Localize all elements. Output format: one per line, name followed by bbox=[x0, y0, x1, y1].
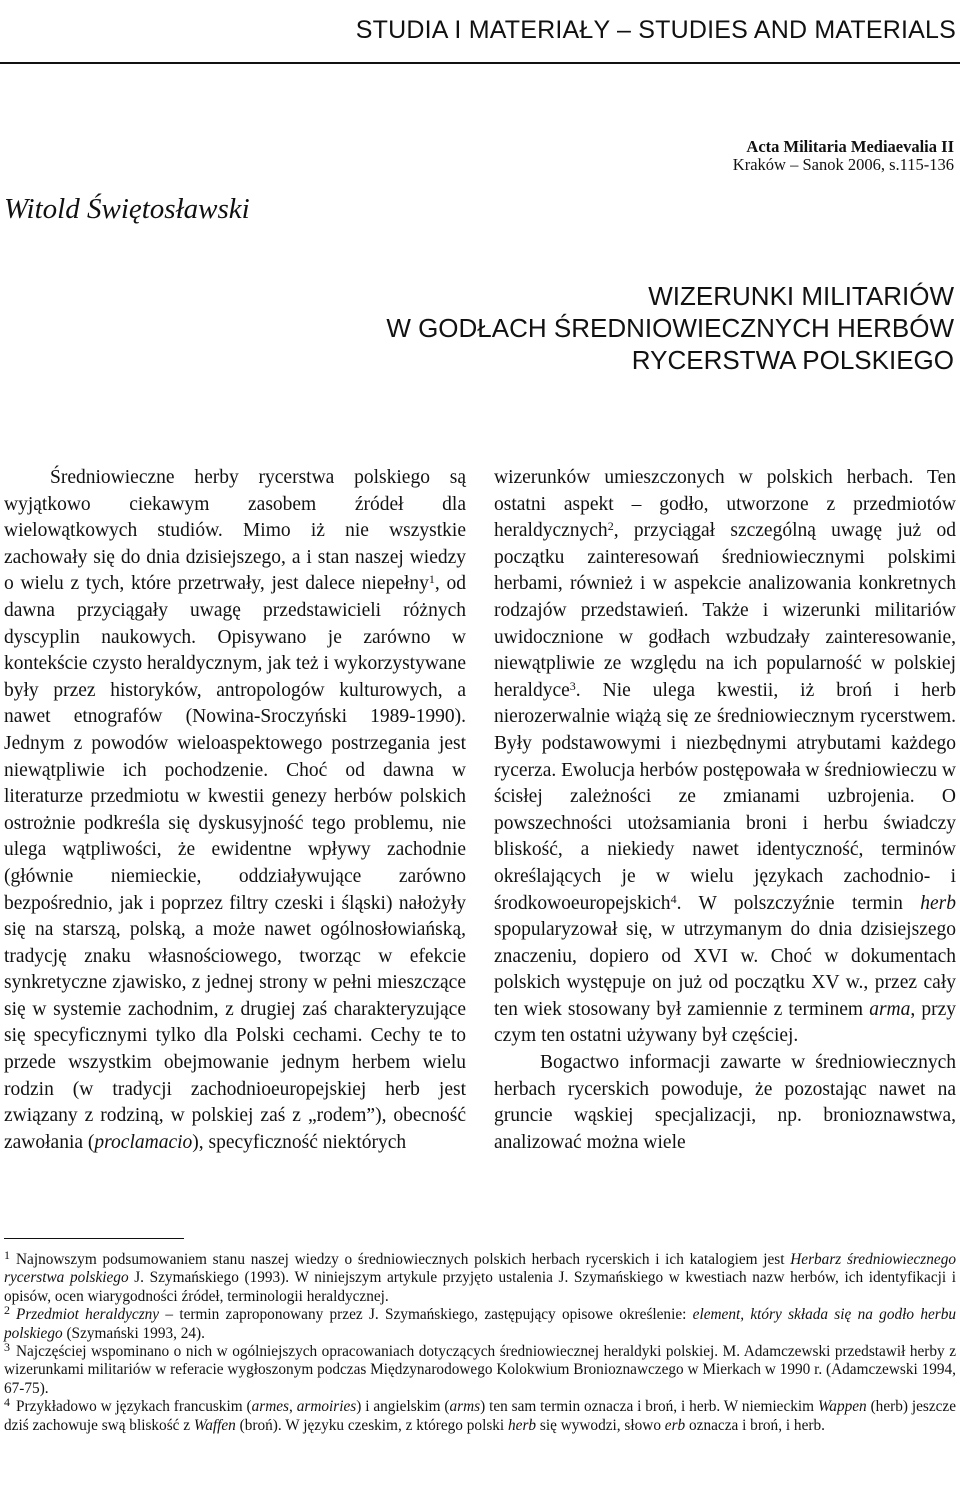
header-divider bbox=[0, 62, 960, 64]
footnote: $^2$ Przedmiot heraldyczny – termin zaproponowany przez J. Szymańskiego, zastępujący opisowe określenie: element, który składa się na godło herbu polskiego (Szymański 1993, 24). bbox=[4, 1303, 957, 1342]
footnote-number: 2 bbox=[4, 1303, 10, 1318]
footnote-number: 1 bbox=[4, 1248, 10, 1262]
article-title bbox=[386, 280, 954, 376]
footnote-ref[interactable]: 3 bbox=[569, 678, 576, 693]
journal-place-pages: Kraków – Sanok 2006, s.115-136 bbox=[732, 155, 954, 174]
footnotes bbox=[4, 1248, 957, 1435]
footnote-divider bbox=[4, 1238, 184, 1239]
footnote-ref[interactable]: 2 bbox=[607, 519, 614, 534]
footnote: $^3$ Najczęściej wspominano o nich w ogólniejszych opracowaniach dotyczących średniowiecznej heraldyki polskiej. M. Adamczewski przedstawił herby z wizerunkami militariów w referacie wygłoszonym podczas Międzynarodowego Kolokwium Bronioznawczego w Mierkach w 1990 r. (Adamczewski 1994, 67-75). bbox=[4, 1340, 956, 1397]
author-name: Witold Świętosławski bbox=[4, 193, 250, 225]
journal-title: Acta Militaria Mediaevalia II bbox=[746, 137, 954, 156]
body-column-right bbox=[494, 465, 956, 1156]
footnote: $^1$ Najnowszym podsumowaniem stanu naszej wiedzy o średniowiecznych polskich herbach rycerskich i ich katalogiem jest Herbarz średniowiecznego rycerstwa polskiego J. Szymańskiego (1993). W niniejszym artykule przyjęto ustalenia J. Szymańskiego w kwestiach nazw herbów, ich identyfikacji i opisów, ocen wiarygodności źródeł, terminologii heraldycznej. bbox=[4, 1248, 956, 1305]
footnote: $^4$ Przykładowo w językach francuskim (armes, armoiries) i angielskim (arms) ten sam termin oznacza i broń, i herb. W niemieckim Wappen (herb) jeszcze dziś zachowuje swą bliskość z Waffen (broń). W języku czeskim, z którego polski herb się wywodzi, słowo erb oznacza i broń, i herb. bbox=[4, 1395, 956, 1434]
article-title-line: WIZERUNKI MILITARIÓW bbox=[648, 281, 954, 311]
article-title-line: W GODŁACH ŚREDNIOWIECZNYCH HERBÓW bbox=[386, 313, 954, 343]
journal-info bbox=[733, 138, 954, 174]
body-column-left bbox=[4, 465, 466, 1156]
footnote-ref[interactable]: 4 bbox=[670, 891, 677, 906]
body-paragraph: Średniowieczne herby rycerstwa polskiego są wyjątkowo ciekawym zasobem źródeł dla wielowątkowych studiów. Mimo iż nie wszystkie zachowały się do dnia dzisiejszego, a i stan naszej wiedzy o wielu z tych, które przetrwały, jest dalece niepełny$^1$, od dawna przyciągały uwagę przedstawicieli różnych dyscyplin naukowych. Opisywano je zarówno w kontekście czysto heraldycznym, jak też i wykorzystywane były przez historyków, antropologów kulturowych, a nawet etnografów (Nowina-Sroczyński 1989-1990). Jednym z powodów wieloaspektowego postrzegania jest niewątpliwie ich pochodzenie. Choć od dawna w literaturze przedmiotu w kwestii genezy herbów polskich ostrożnie podkreśla się dyskusyjność tego problemu, nie ulega wątpliwości, że ewidentne wpływy zachodnie (głównie niemieckie, oddziaływujące zarówno bezpośrednio, jak i poprzez filtry czeski i śląski) nałożyły się na starszą, polską, a może nawet ogólnosłowiańską, tradycję znaku własnościowego, tworząc w efekcie synkretyczne zjawisko, z jednej strony w pełni mieszczące się w systemie zachodnim, z drugiej zaś charakteryzujące się specyficznymi tylko dla Polski cechami. Cechy te to przede wszystkim obejmowanie jednym herbem wielu rodzin (w tradycji zachodnioeuropejskiej herb jest związany z rodziną, w polskiej zaś z „rodem”), obecność zawołania (proclamacio), specyficzność niektórych bbox=[4, 467, 467, 1153]
footnote-ref[interactable]: 1 bbox=[428, 572, 435, 587]
footnote-number: 4 bbox=[4, 1395, 10, 1410]
body-paragraph: Bogactwo informacji zawarte w średniowiecznych herbach rycerskich powoduje, że pozostając nawet na gruncie wąskiej specjalizacji, np. bronioznawstwa, analizować można wiele bbox=[494, 1052, 956, 1153]
footnote-number: 3 bbox=[4, 1340, 10, 1355]
body-paragraph: wizerunków umieszczonych w polskich herbach. Ten ostatni aspekt – godło, utworzone z przedmiotów heraldycznych$^2$, przyciągał szczególną uwagę już od początku zainteresowań średniowiecznymi polskimi herbami, również i w aspekcie analizowania konkretnych rodzajów przedstawień. Także i wizerunki militariów uwidocznione w godłach wzbudzały zainteresowanie, niewątpliwie ze względu na ich popularność w polskiej heraldyce$^3$. Nie ulega kwestii, iż broń i herb nierozerwalnie wiążą się ze średniowiecznym rycerstwem. Były podstawowymi i niezbędnymi atrybutami każdego rycerza. Ewolucja herbów postępowała w średniowieczu w ścisłej zależności ze zmianami uzbrojenia. O powszechności utożsamiania broni i herbu świadczy bliskość, a niekiedy nawet identyczność, terminów określających je w wielu językach zachodnio- i środkowoeuropejskich$^4$. W polszczyźnie termin herb spopularyzował się, w utrzymanym do dnia dzisiejszego znaczeniu, dopiero od XVI w. Choć w dokumentach polskich występuje on już od początku XV w., przez cały ten wiek stosowany był zamiennie z terminem arma, przy czym ten ostatni używany był częściej. bbox=[494, 467, 957, 1047]
article-title-line: RYCERSTWA POLSKIEGO bbox=[631, 345, 954, 375]
running-header: STUDIA I MATERIAŁY – STUDIES AND MATERIALS bbox=[355, 16, 956, 44]
